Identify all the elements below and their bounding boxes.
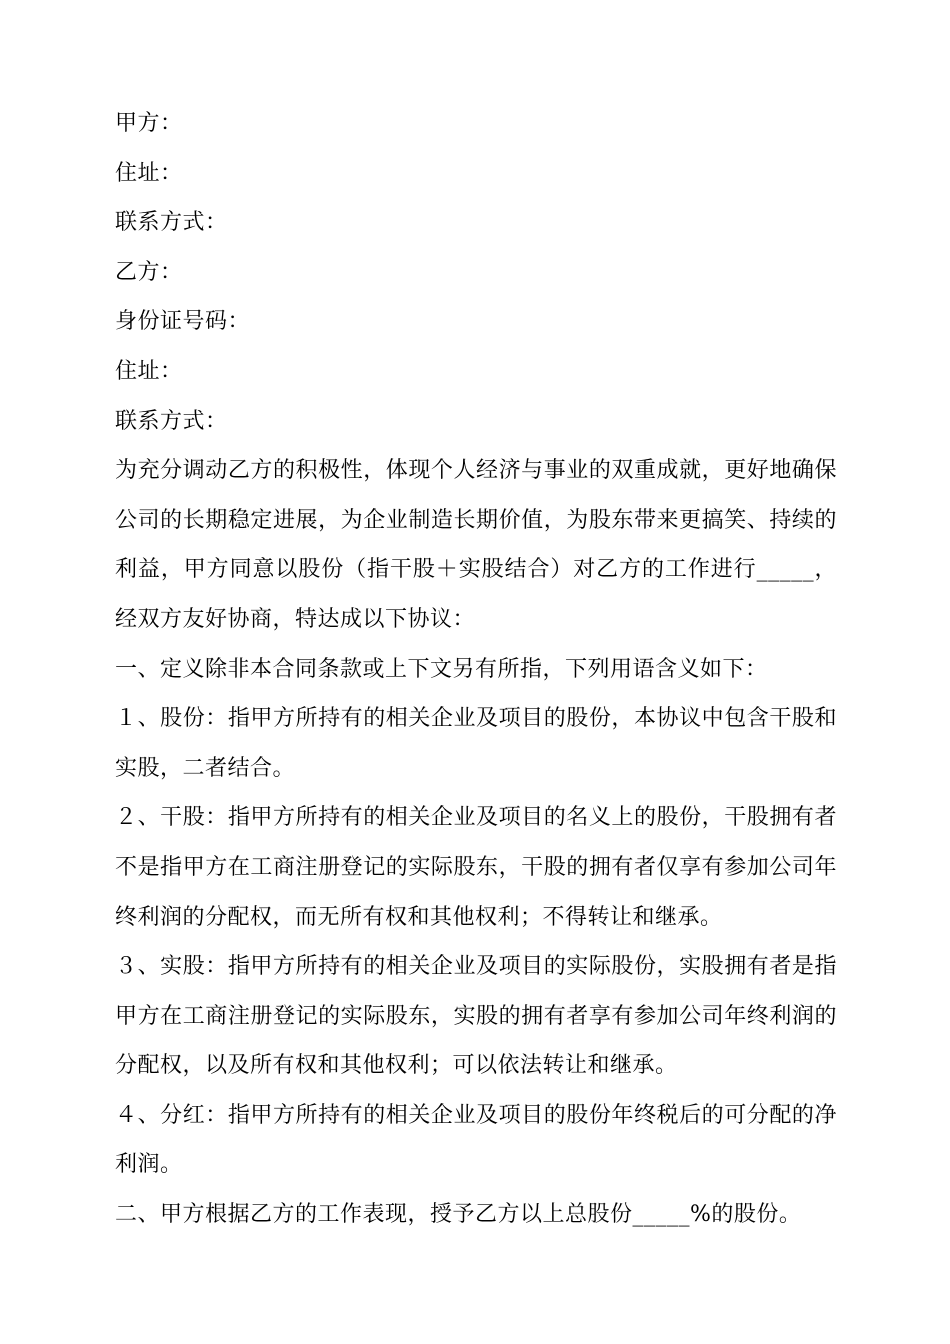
party-a-contact-line: 联系方式： — [115, 210, 228, 236]
definition-real-shares: ３、实股：指甲方所持有的相关企业及项目的实际股份，实股拥有者是指甲方在工商注册登记的实际股东，实股的拥有者享有参加公司年终利润的分配权，以及所有权和其他权利；可以依法转让和继承。 — [115, 954, 837, 1079]
party-a-address-line: 住址： — [115, 160, 183, 186]
definition-dry-shares: ２、干股：指甲方所持有的相关企业及项目的名义上的股份，干股拥有者不是指甲方在工商注册登记的实际股东，干股的拥有者仅享有参加公司年终利润的分配权，而无所有权和其他权利；不得转让和继承。 — [115, 805, 837, 930]
party-a-line: 甲方： — [115, 111, 183, 136]
party-b-address-line: 住址： — [115, 358, 183, 384]
intro-paragraph: 为充分调动乙方的积极性，体现个人经济与事业的双重成就，更好地确保公司的长期稳定进展，为企业制造长期价值，为股东带来更搞笑、持续的利益，甲方同意以股份（指干股＋实股结合）对乙方的工作进行_____，经双方友好协商，特达成以下协议： — [115, 458, 837, 632]
section-1-heading: 一、定义除非本合同条款或上下文另有所指，下列用语含义如下： — [115, 656, 768, 682]
party-b-line: 乙方： — [115, 259, 183, 285]
section-2-paragraph: 二、甲方根据乙方的工作表现，授予乙方以上总股份_____%的股份。 — [115, 1202, 802, 1228]
definition-dividend: ４、分红：指甲方所持有的相关企业及项目的股份年终税后的可分配的净利润。 — [115, 1102, 837, 1178]
definition-shares: １、股份：指甲方所持有的相关企业及项目的股份，本协议中包含干股和实股，二者结合。 — [115, 706, 837, 781]
party-b-contact-line: 联系方式： — [115, 408, 228, 434]
party-b-id-number-line: 身份证号码： — [115, 309, 251, 335]
document-body — [115, 99, 837, 1240]
